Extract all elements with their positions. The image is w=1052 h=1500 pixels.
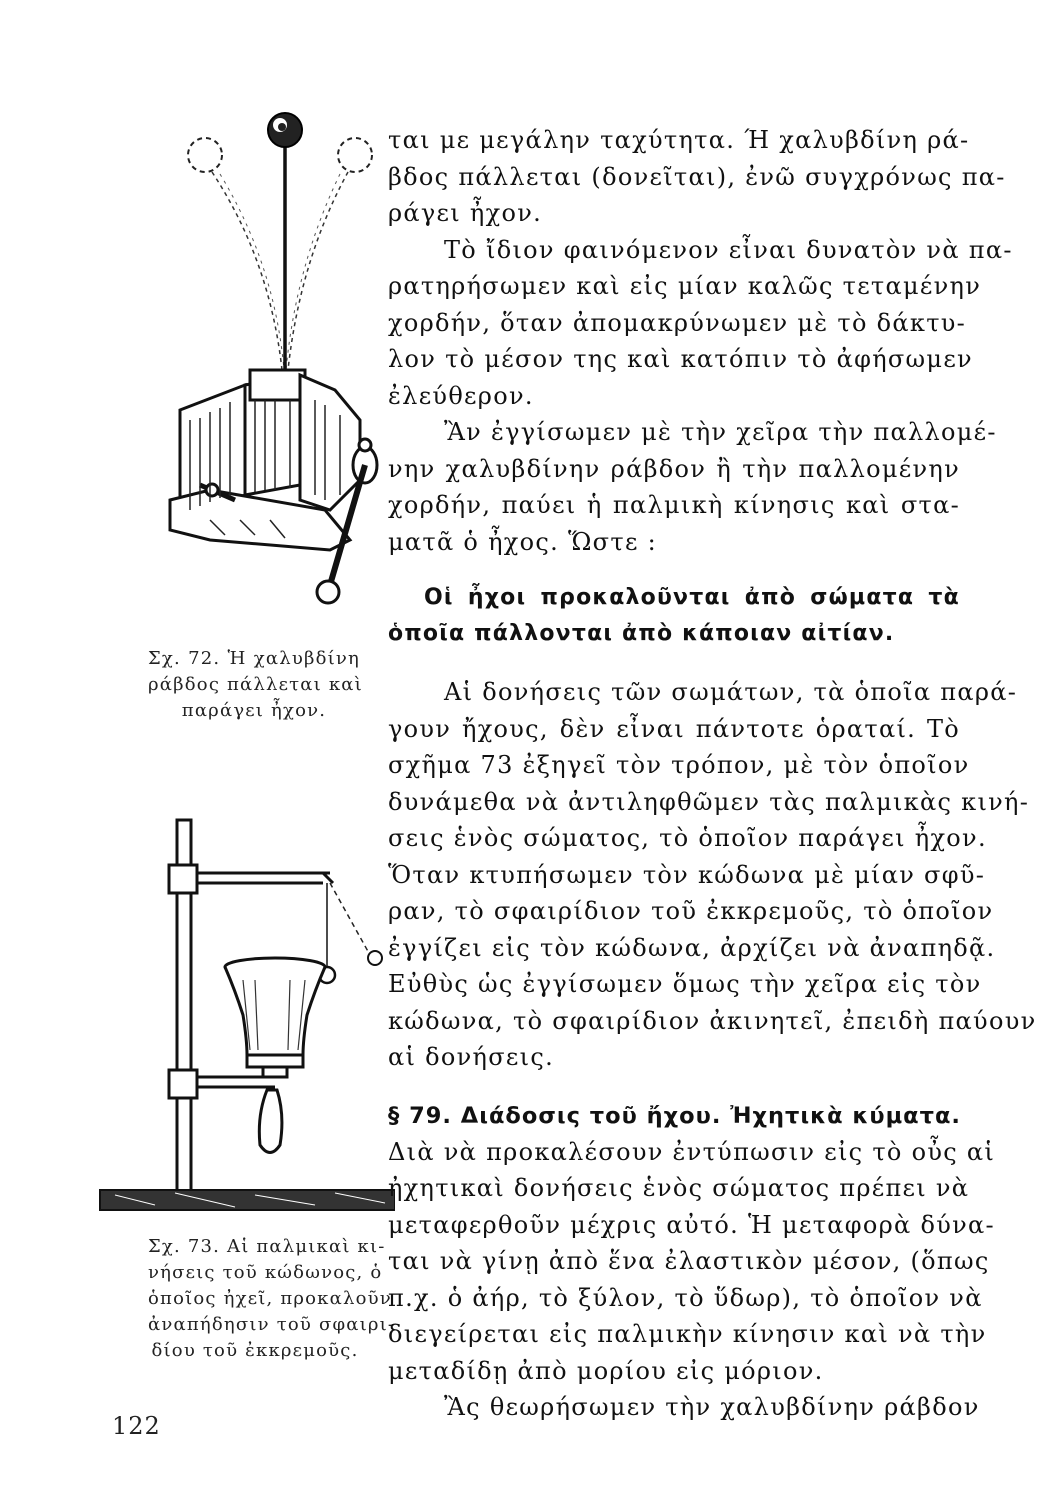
caption-line: δίου τοῦ ἐκκρεμοῦς. [151,1340,359,1361]
text-line: γουν ἤχους, δὲν εἶναι πάντοτε ὁραταί. Τὸ [388,714,960,743]
figure-73-caption [148,1234,396,1364]
caption-line: Σχ. 73. Αἱ παλμικαὶ κι- [148,1236,386,1257]
text-line: π.χ. ὁ ἀήρ, τὸ ξύλον, τὸ ὕδωρ), τὸ ὁποῖον νὰ [388,1283,983,1312]
caption-line: ἀναπήδησιν τοῦ σφαιρι- [148,1314,396,1335]
stand-base [100,1190,395,1210]
text-line: χορδήν, παύει ἡ παλμικὴ κίνησις καὶ στα- [388,491,960,519]
text-line: ματᾶ ὁ ἦχος. Ὥστε : [388,527,657,556]
text-line: κώδωνα, τὸ σφαιρίδιον ἀκινητεῖ, ἐπειδὴ παύουν [388,1006,1037,1035]
text-line: Εὐθὺς ὡς ἐγγίσωμεν ὅμως τὴν χεῖρα εἰς τὸν [388,970,982,998]
text-line: σχῆμα 73 ἐξηγεῖ τὸν τρόπον, μὲ τὸν ὁποῖον [388,751,970,779]
page-number: 122 [112,1412,161,1440]
caption-line: παράγει ἦχον. [181,700,327,721]
text-line: δυνάμεθα νὰ ἀντιληφθῶμεν τὰς παλμικὰς κινή- [388,787,1030,816]
text-line: σεις ἑνὸς σώματος, τὸ ὁποῖον παράγει ἦχον. [388,824,987,852]
text-line: μεταφερθοῦν μέχρις αὐτό. Ἡ μεταφορὰ δύνα- [388,1210,995,1239]
paragraph [388,674,1037,1076]
figure-72-caption [148,646,363,724]
text-line: Ὅταν κτυπήσωμεν τὸν κώδωνα μὲ μίαν σφῦ- [388,860,986,889]
text-line: χορδήν, ὅταν ἀπομακρύνωμεν μὲ τὸ δάκτυ- [388,308,967,337]
body-text-column [388,122,1037,1426]
rule-line: ὁποῖα πάλλονται ἀπὸ κάποιαν αἰτίαν. [388,621,895,646]
text-line: ται με μεγάλην ταχύτητα. Ή χαλυβδίνη ρά- [388,126,970,154]
text-line: ται νὰ γίνῃ ἀπὸ ἕνα ἐλαστικὸν μέσον, (ὅπως [388,1247,990,1275]
rod-ball [268,113,302,147]
paragraph [388,1389,980,1426]
text-line: Διὰ νὰ προκαλέσουν ἐντύπωσιν εἰς τὸ οὖς αἱ [388,1137,996,1166]
text-line: Αἱ δονήσεις τῶν σωμάτων, τὰ ὁποῖα παρά- [444,678,1018,706]
figure-73-bell-pendulum-illustration [95,815,395,1215]
text-line: ρατηρήσωμεν καὶ εἰς μίαν καλῶς τεταμένην [388,272,982,300]
ghost-ball-right [338,138,372,172]
paragraph [388,122,1006,232]
text-line: Ἂν ἐγγίσωμεν μὲ τὴν χεῖρα τὴν παλλομέ- [444,418,997,446]
text-line: μεταδίδῃ ἀπὸ μορίου εἰς μόριον. [388,1356,824,1385]
text-line: βδος πάλλεται (δονεῖται), ἐνῶ συγχρόνως πα- [388,162,1006,191]
text-line: Τὸ ἴδιον φαινόμενον εἶναι δυνατὸν νὰ πα- [444,235,1013,264]
text-line: νην χαλυβδίνην ράβδον ἢ τὴν παλλομένην [388,454,960,483]
caption-line: νήσεις τοῦ κώδωνος, ὁ [148,1262,383,1283]
figure-72-vise-rod-illustration [150,100,390,620]
text-line: ράγει ἦχον. [388,199,543,227]
caption-line: Σχ. 72. Ἡ χαλυβδίνη [148,648,360,669]
ghost-ball-left [188,138,222,172]
paragraph [388,414,997,560]
bell [225,958,325,1077]
paragraph [388,1134,996,1390]
paragraph [388,232,1013,415]
caption-line: ὁποῖος ἠχεῖ, προκαλοῦν [148,1288,392,1309]
bell-handle [259,1090,282,1153]
caption-line: ράβδος πάλλεται καὶ [148,674,363,695]
text-line: ἐγγίζει εἰς τὸν κώδωνα, ἀρχίζει νὰ ἀναπηδᾷ. [388,933,996,962]
pendulum-ball-displaced [368,951,382,965]
text-line: λον τὸ μέσον της καὶ κατόπιν τὸ ἀφήσωμεν [388,345,973,373]
text-line: αἱ δονήσεις. [388,1043,555,1071]
rule-statement [388,580,960,652]
section-heading: § 79. Διάδοσις τοῦ ἤχου. Ἠχητικὰ κύματα. [388,1102,961,1129]
text-line: διεγείρεται εἰς παλμικὴν κίνησιν καὶ νὰ τὴν [388,1320,987,1348]
vise [170,370,377,603]
text-line: Ἂς θεωρήσωμεν τὴν χαλυβδίνην ράβδον [444,1393,980,1421]
text-line: ραν, τὸ σφαιρίδιον τοῦ ἐκκρεμοῦς, τὸ ὁποῖον [388,897,994,925]
text-line: ἐλεύθερον. [388,381,534,410]
rule-line: Οἱ ἦχοι προκαλοῦνται ἀπὸ σώματα τὰ [424,585,960,610]
text-line: ἠχητικαὶ δονήσεις ἑνὸς σώματος πρέπει νὰ [388,1174,970,1202]
